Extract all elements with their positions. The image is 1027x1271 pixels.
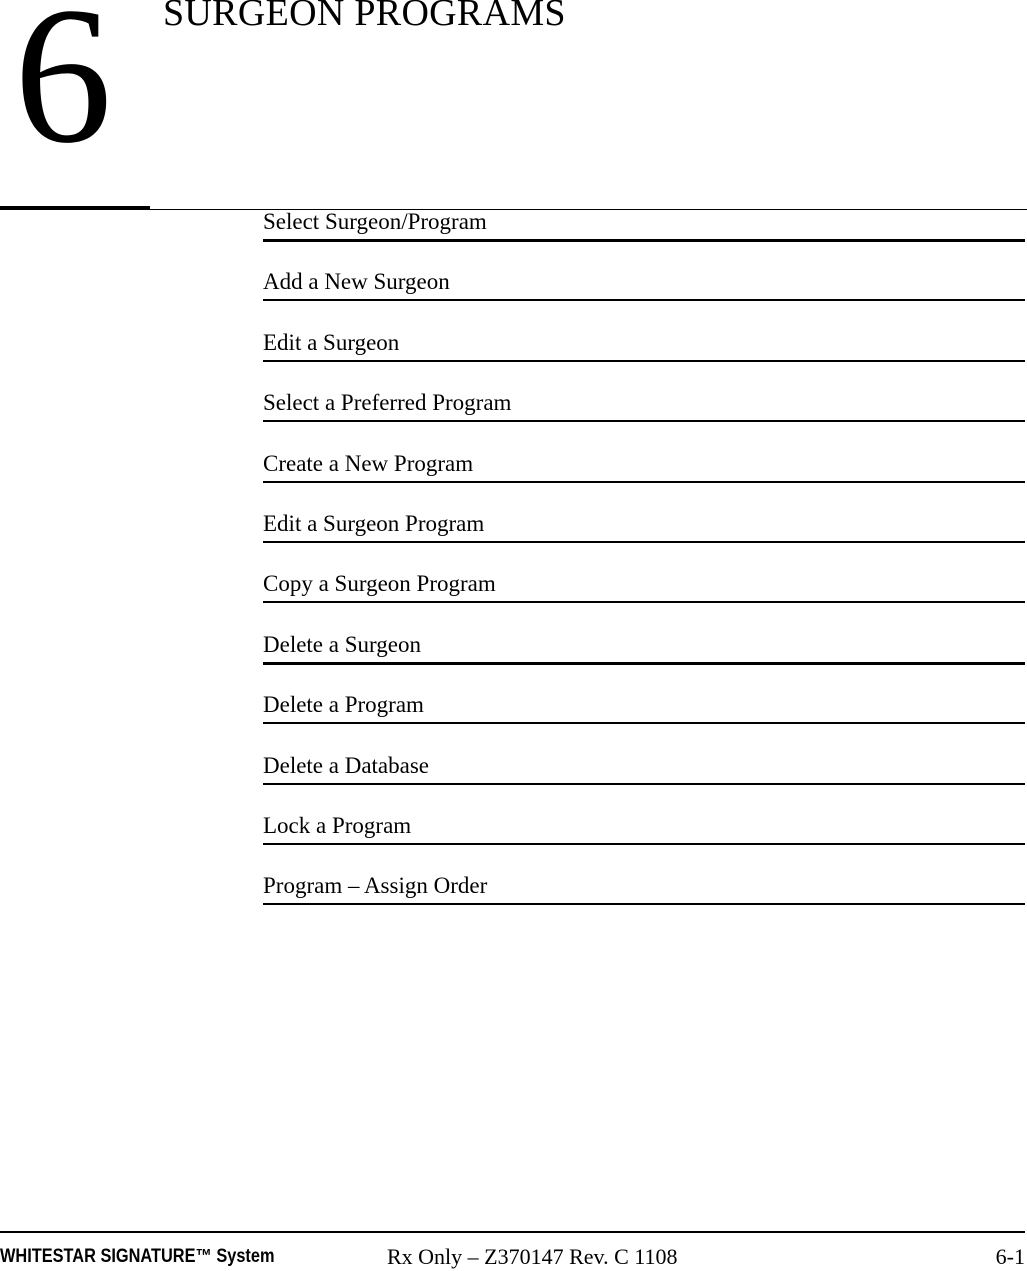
- toc-item-label: Add a New Surgeon: [263, 269, 450, 295]
- toc-item-rule: [263, 420, 1025, 422]
- toc-item-rule: [263, 601, 1025, 603]
- toc-item-rule: [263, 662, 1025, 665]
- toc-item-label: Program – Assign Order: [263, 873, 488, 899]
- toc-item-label: Copy a Surgeon Program: [263, 571, 496, 597]
- toc-item-label: Delete a Surgeon: [263, 631, 421, 657]
- toc-item-label: Select a Preferred Program: [263, 390, 512, 416]
- toc-item-delete-program[interactable]: [263, 693, 1025, 753]
- toc-item-add-new-surgeon[interactable]: [263, 270, 1025, 330]
- toc-item-create-new-program[interactable]: [263, 452, 1025, 512]
- footer-product-name: WHITESTAR SIGNATURE™ System: [0, 1246, 275, 1267]
- toc-item-label: Delete a Database: [263, 752, 430, 778]
- toc-item-select-surgeon-program[interactable]: [263, 210, 1025, 270]
- toc-item-rule: [263, 360, 1025, 362]
- footer-rule: [0, 1231, 1025, 1233]
- toc-item-copy-surgeon-program[interactable]: [263, 572, 1025, 632]
- toc-item-rule: [263, 722, 1025, 724]
- toc-item-rule: [263, 843, 1025, 845]
- toc-item-lock-program[interactable]: [263, 814, 1025, 874]
- toc-item-rule: [263, 541, 1025, 543]
- toc-item-label: Edit a Surgeon Program: [263, 510, 485, 536]
- chapter-contents-list: [263, 210, 1025, 935]
- toc-item-label: Create a New Program: [263, 450, 474, 476]
- toc-item-rule: [263, 481, 1025, 483]
- footer-page-number: 6-1: [995, 1244, 1025, 1269]
- toc-item-delete-database[interactable]: [263, 754, 1025, 814]
- chapter-rule-thick: [0, 206, 150, 210]
- toc-item-program-assign-order[interactable]: [263, 874, 1025, 934]
- toc-item-label: Delete a Program: [263, 692, 424, 718]
- toc-item-rule: [263, 239, 1025, 242]
- chapter-title: SURGEON PROGRAMS: [163, 0, 566, 34]
- footer-document-ref: Rx Only – Z370147 Rev. C 1108: [387, 1244, 678, 1269]
- chapter-number: 6: [14, 0, 112, 184]
- toc-item-edit-surgeon[interactable]: [263, 331, 1025, 391]
- toc-item-label: Lock a Program: [263, 812, 412, 838]
- toc-item-edit-surgeon-program[interactable]: [263, 512, 1025, 572]
- toc-item-rule: [263, 903, 1025, 905]
- toc-item-label: Edit a Surgeon: [263, 329, 400, 355]
- toc-item-select-preferred-program[interactable]: [263, 391, 1025, 451]
- toc-item-label: Select Surgeon/Program: [263, 209, 487, 234]
- toc-item-delete-surgeon[interactable]: [263, 633, 1025, 693]
- toc-item-rule: [263, 299, 1025, 301]
- toc-item-rule: [263, 783, 1025, 785]
